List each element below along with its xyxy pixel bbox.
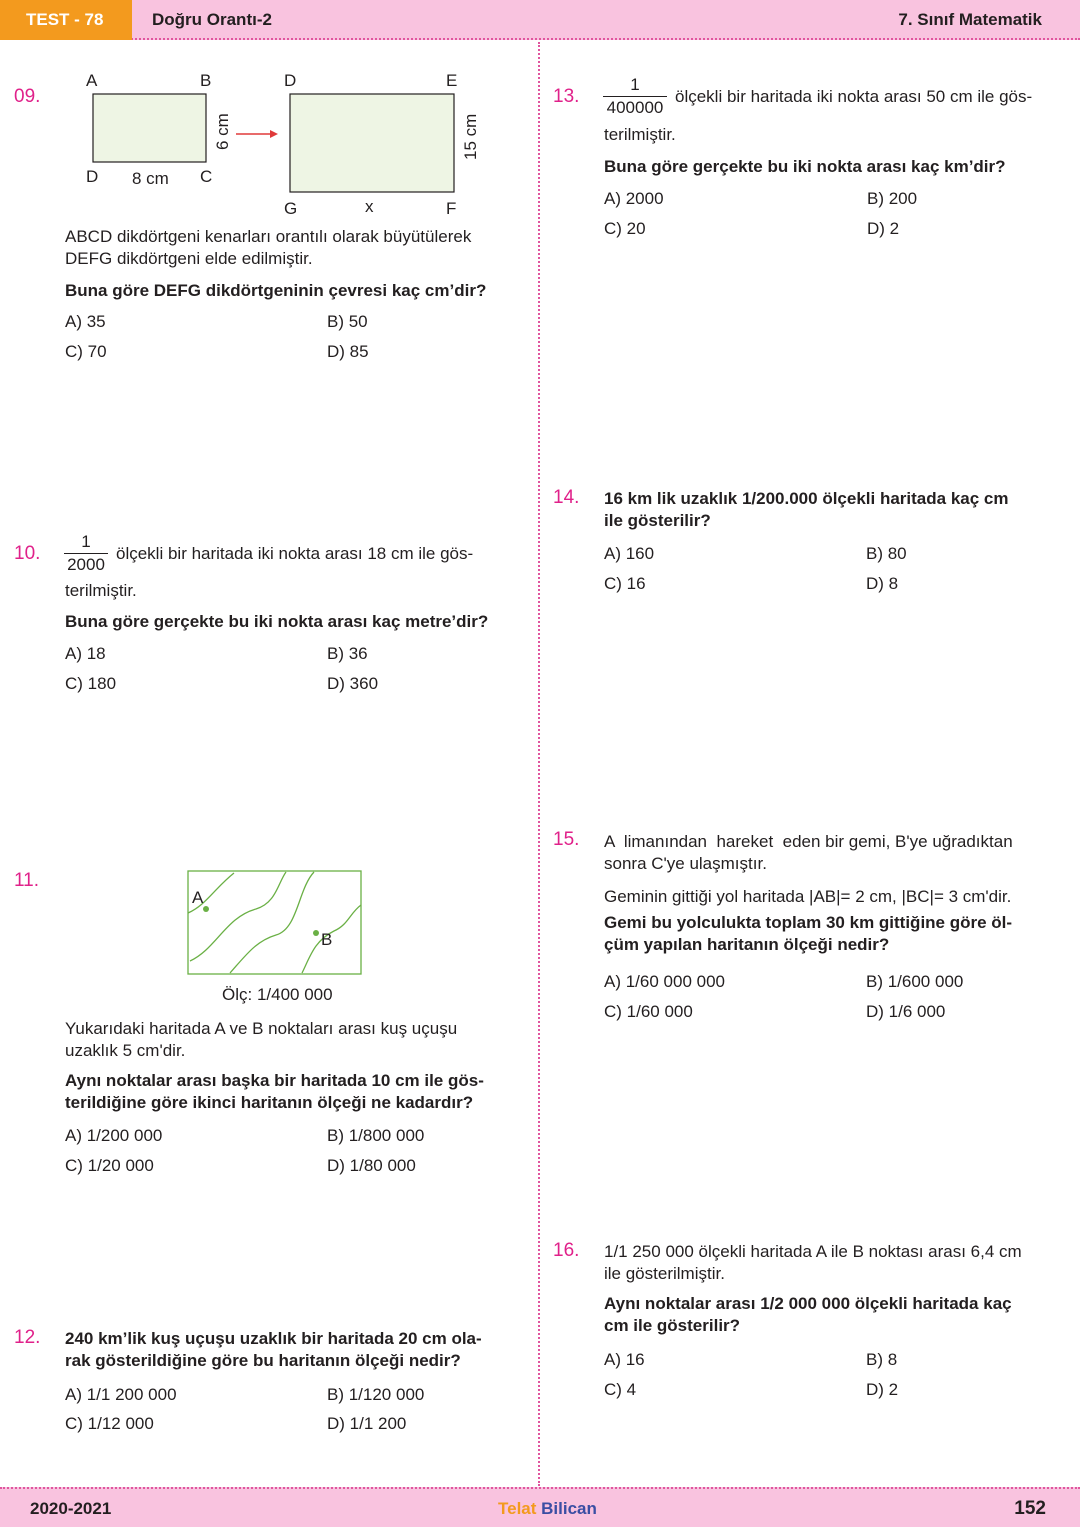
question-text-line2: terilmiştir. [65,581,137,600]
option-a[interactable]: A) 1/1 200 000 [65,1385,177,1404]
label-c: C [200,167,213,186]
option-a[interactable]: A) 1/60 000 000 [604,972,725,991]
option-b[interactable]: B) 50 [327,312,368,331]
brand-second: Bilican [541,1499,597,1518]
page-number: 152 [1014,1498,1046,1519]
option-c[interactable]: C) 70 [65,342,107,361]
contour-map [186,869,364,977]
option-a[interactable]: A) 16 [604,1350,645,1369]
question-prompt-line2: rak gösterildiğine göre bu haritanın ölçeği nedir? [65,1351,461,1370]
question-prompt: Buna göre gerçekte bu iki nokta arası kaç metre’dir? [65,612,489,631]
fraction-denominator: 400000 [603,96,667,119]
question-text-line1: 1/1 250 000 ölçekli haritada A ile B noktası arası 6,4 cm [604,1242,1022,1261]
question-number: 10. [14,543,41,564]
question-text-line1: ölçekli bir haritada iki nokta arası 50 cm ile gös- [675,87,1033,106]
rectangle-defg [290,94,454,192]
option-b[interactable]: B) 1/120 000 [327,1385,425,1404]
fraction-denominator: 2000 [64,553,108,576]
question-prompt: Buna göre gerçekte bu iki nokta arası kaç km’dir? [604,157,1006,176]
question-prompt-line2: terildiğine göre ikinci haritanın ölçeği ne kadardır? [65,1093,474,1112]
option-b[interactable]: B) 8 [866,1350,898,1369]
label-x: x [365,197,374,216]
map-scale: Ölç: 1/400 000 [222,985,333,1004]
option-b[interactable]: B) 80 [866,544,907,563]
option-a[interactable]: A) 2000 [604,189,664,208]
option-d[interactable]: D) 1/6 000 [866,1002,946,1021]
label-d-big: D [284,71,297,90]
question-prompt-line1: 240 km’lik kuş uçuşu uzaklık bir haritada 20 cm ola- [65,1329,482,1348]
option-d[interactable]: D) 360 [327,674,379,693]
option-c[interactable]: C) 20 [604,219,646,238]
column-divider [538,42,540,1486]
option-a[interactable]: A) 35 [65,312,106,331]
question-text-line1: A limanından hareket eden bir gemi, B'ye uğradıktan [604,832,1013,851]
label-e: E [446,71,458,90]
question-prompt-line1: Gemi bu yolculukta toplam 30 km gittiğine göre öl- [604,913,1013,932]
map-label-a: A [192,888,204,907]
label-f: F [446,199,457,218]
question-prompt-line2: cm ile gösterilir? [604,1316,741,1335]
question-number: 11. [14,870,40,891]
question-number: 13. [553,86,580,107]
page-header [0,0,1080,40]
arrow-head [270,130,278,138]
brand-logo [498,1489,597,1527]
question-text-line2: terilmiştir. [604,125,676,144]
rectangles-figure [60,62,530,222]
question-text-line2: sonra C'ye ulaşmıştır. [604,854,767,873]
question-text: Yukarıdaki haritada A ve B noktaları arası kuş uçuşu uzaklık 5 cm'dir. [65,1019,458,1060]
question-prompt-line2: ile gösterilir? [604,511,711,530]
label-height: 6 cm [213,113,232,150]
option-c[interactable]: C) 1/60 000 [604,1002,693,1021]
school-year: 2020-2021 [30,1499,112,1518]
point-b [313,930,319,936]
label-big-height: 15 cm [461,113,480,160]
scale-fraction [603,74,667,119]
brand-first: Telat [498,1499,537,1518]
fraction-numerator: 1 [81,532,91,551]
question-number: 15. [553,829,580,850]
question-text-line2: ile gösterilmiştir. [604,1264,725,1283]
question-text-line1: ölçekli bir haritada iki nokta arası 18 cm ile gös- [116,544,474,563]
option-d[interactable]: D) 2 [867,219,900,238]
label-a: A [86,71,98,90]
question-number: 16. [553,1240,580,1261]
question-number: 12. [14,1327,41,1348]
question-text-map-distances: Geminin gittiği yol haritada |AB|= 2 cm, |BC|= 3 cm'dir. [604,887,1012,906]
label-d-small: D [86,167,99,186]
fraction-numerator: 1 [630,75,640,94]
option-d[interactable]: D) 1/1 200 [327,1414,407,1433]
label-g: G [284,199,298,218]
question-text: ABCD dikdörtgeni kenarları orantılı olarak büyütülerek DEFG dikdörtgeni elde edilmiştir. [65,227,472,268]
option-b[interactable]: B) 1/600 000 [866,972,964,991]
map-label-b: B [321,930,333,949]
option-d[interactable]: D) 8 [866,574,899,593]
rectangle-abcd [93,94,206,162]
question-prompt-line1: 16 km lik uzaklık 1/200.000 ölçekli haritada kaç cm [604,489,1009,508]
option-a[interactable]: A) 1/200 000 [65,1126,163,1145]
question-number: 14. [553,487,580,508]
point-a [203,906,209,912]
option-c[interactable]: C) 1/20 000 [65,1156,154,1175]
option-c[interactable]: C) 16 [604,574,646,593]
question-prompt: Buna göre DEFG dikdörtgeninin çevresi kaç cm’dir? [65,281,487,300]
option-c[interactable]: C) 4 [604,1380,637,1399]
scale-fraction [64,531,108,576]
question-prompt-line2: çüm yapılan haritanın ölçeği nedir? [604,935,890,954]
option-d[interactable]: D) 1/80 000 [327,1156,416,1175]
option-b[interactable]: B) 36 [327,644,368,663]
test-label: TEST - 78 [0,0,132,40]
question-prompt-line1: Aynı noktalar arası başka bir haritada 10 cm ile gös- [65,1071,484,1090]
option-b[interactable]: B) 200 [867,189,918,208]
label-width: 8 cm [132,169,169,188]
label-b: B [200,71,212,90]
option-c[interactable]: C) 180 [65,674,117,693]
option-a[interactable]: A) 18 [65,644,106,663]
page-footer [0,1487,1080,1527]
option-d[interactable]: D) 85 [327,342,369,361]
option-b[interactable]: B) 1/800 000 [327,1126,425,1145]
question-prompt-line1: Aynı noktalar arası 1/2 000 000 ölçekli haritada kaç [604,1294,1012,1313]
subject-label: 7. Sınıf Matematik [898,10,1042,29]
option-a[interactable]: A) 160 [604,544,655,563]
page-title: Doğru Orantı-2 [152,10,272,29]
question-number: 09. [14,86,41,107]
option-c[interactable]: C) 1/12 000 [65,1414,154,1433]
option-d[interactable]: D) 2 [866,1380,899,1399]
